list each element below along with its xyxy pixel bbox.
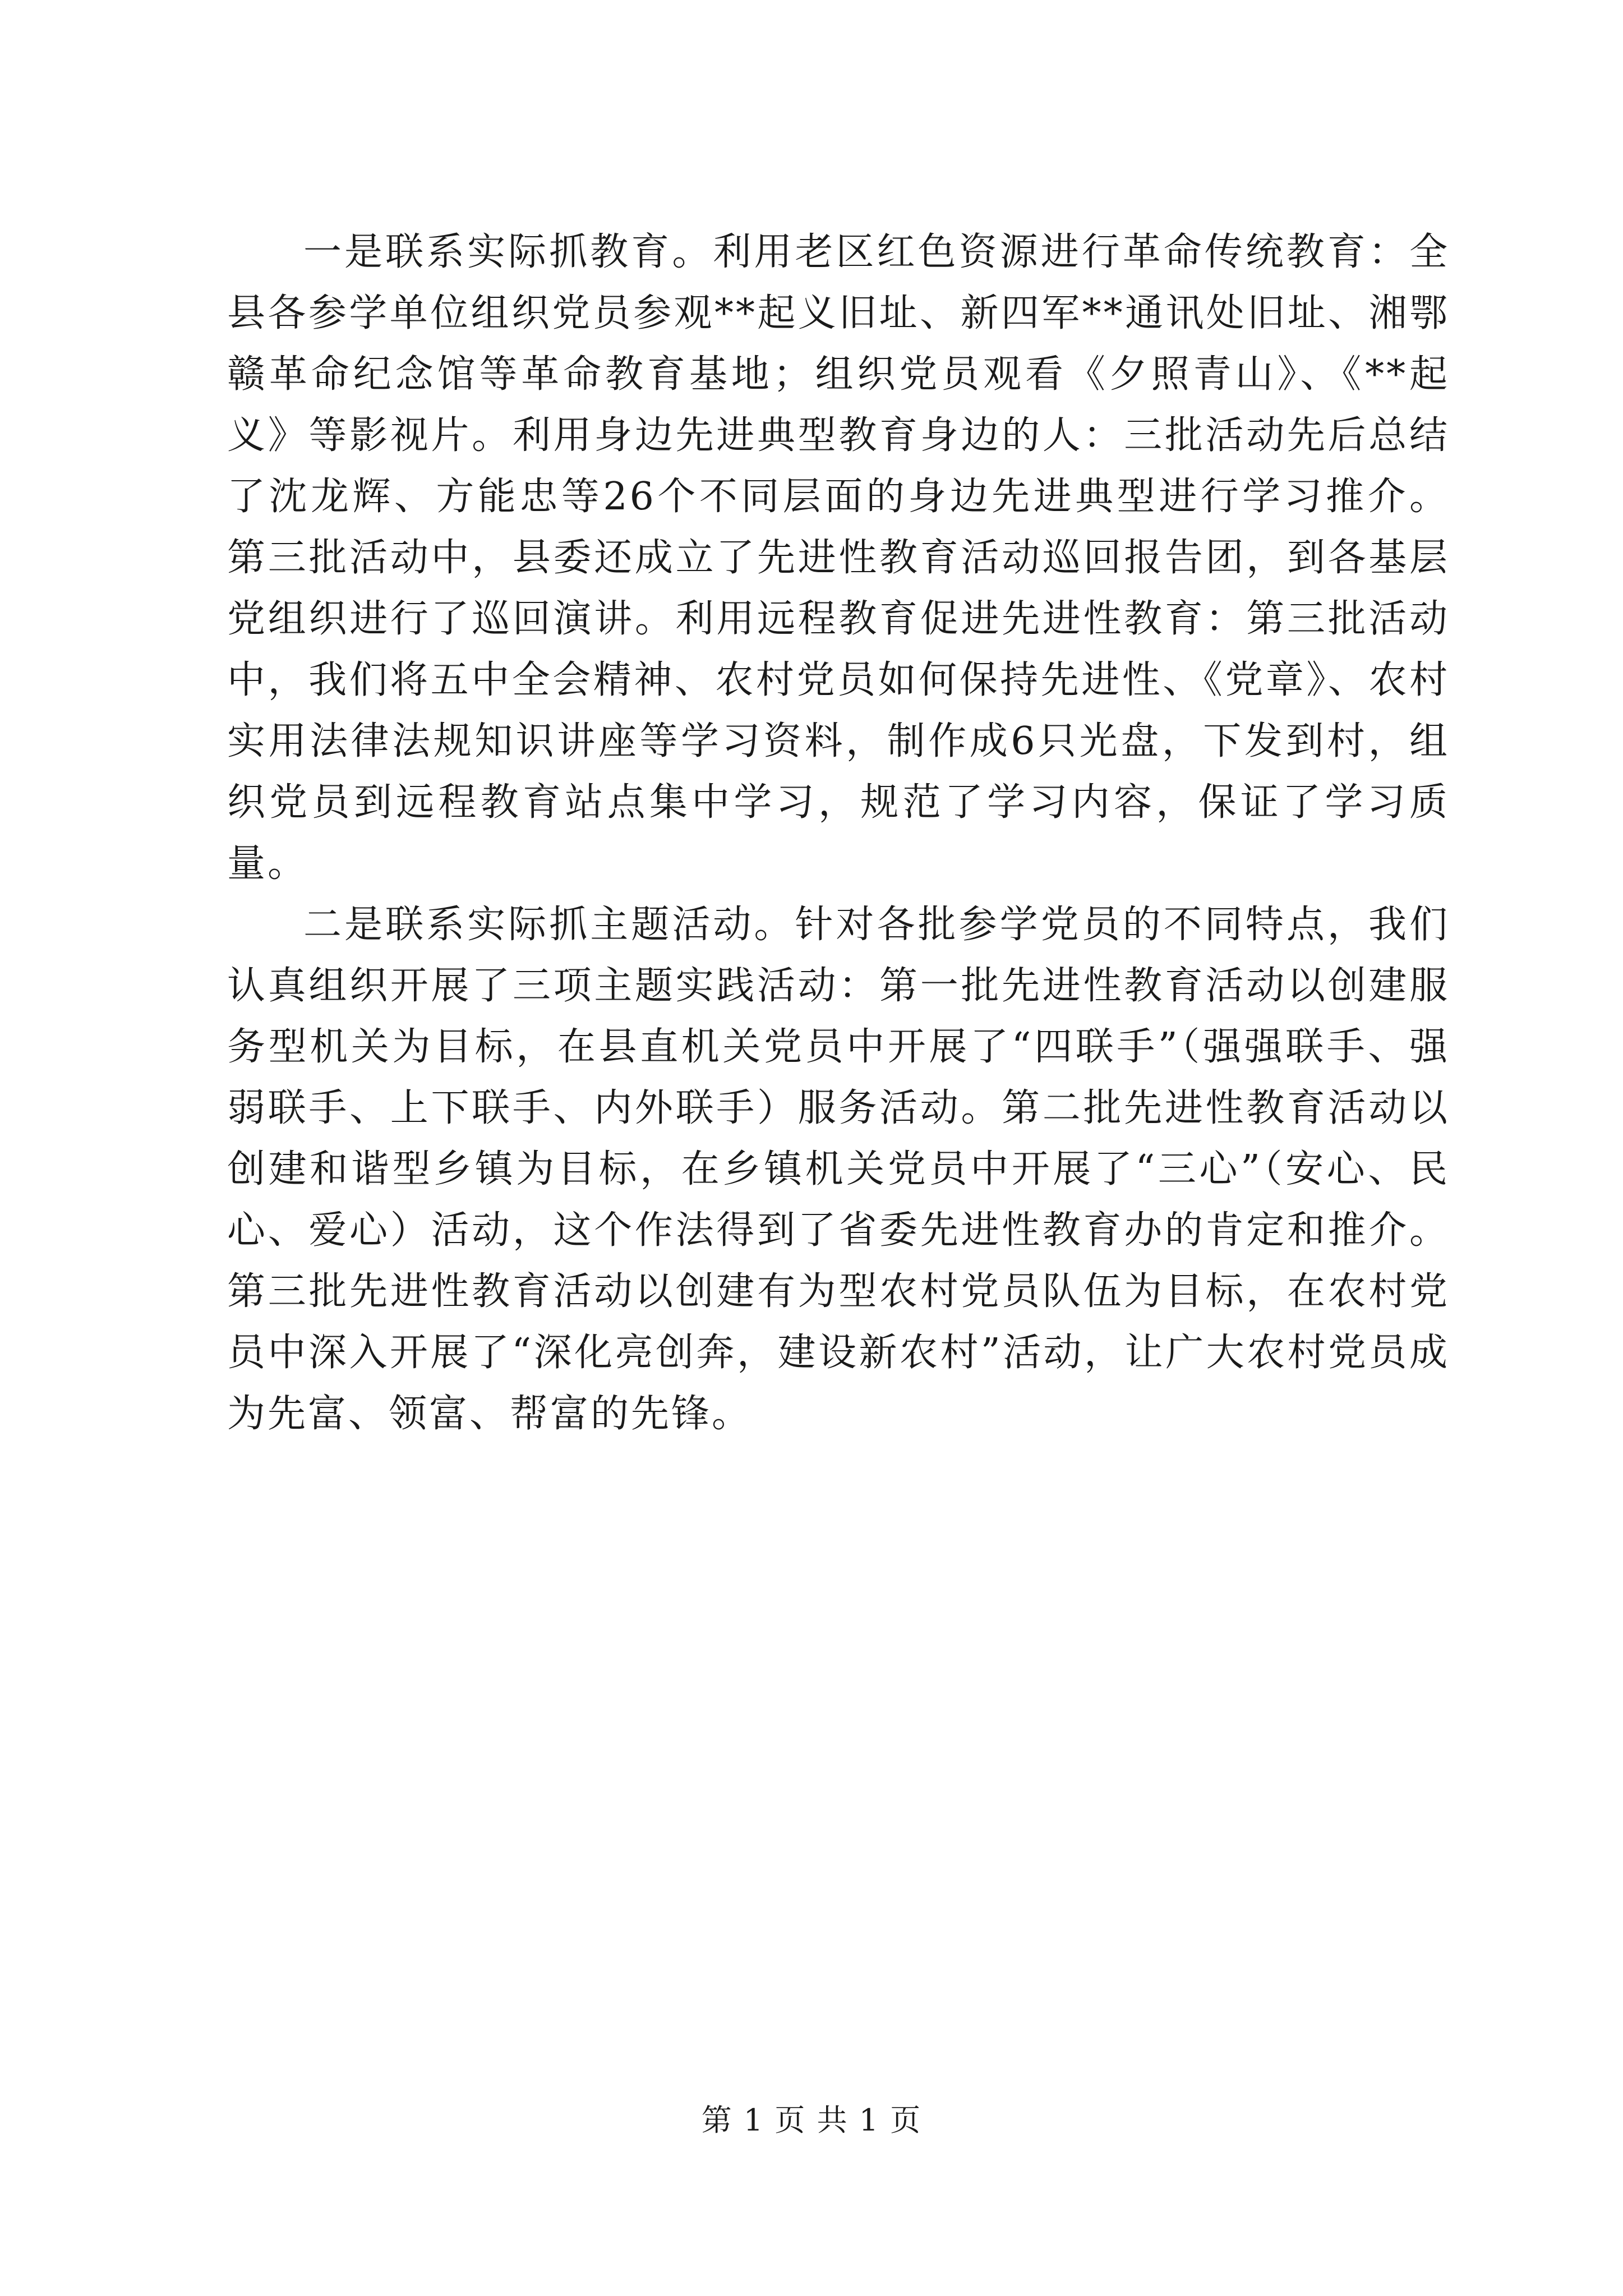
paragraph-education: 一是联系实际抓教育。利用老区红色资源进行革命传统教育：全县各参学单位组织党员参观**起义旧址、新四军**通讯处旧址、湘鄂赣革命纪念馆等革命教育基地；组织党员观看《夕照青山》、《**起义》等影视片。利用身边先进典型教育身边的人：三批活动先后总结了沈龙辉、方能忠等26个不同层面的身边先进典型进行学习推介。第三批活动中，县委还成立了先进性教育活动巡回报告团，到各基层党组织进行了巡回演讲。利用远程教育促进先进性教育：第三批活动中，我们将五中全会精神、农村党员如何保持先进性、《党章》、农村实用法律法规知识讲座等学习资料，制作成6只光盘，下发到村，组织党员到远程教育站点集中学习，规范了学习内容，保证了学习质量。	[227, 230, 1450, 886]
page-footer: 第 1 页 共 1 页	[701, 2102, 922, 2138]
paragraph-theme-activities: 二是联系实际抓主题活动。针对各批参学党员的不同特点，我们认真组织开展了三项主题实践活动：第一批先进性教育活动以创建服务型机关为目标，在县直机关党员中开展了“四联手”（强强联手、强弱联手、上下联手、内外联手）服务活动。第二批先进性教育活动以创建和谐型乡镇为目标，在乡镇机关党员中开展了“三心”（安心、民心、爱心）活动，这个作法得到了省委先进性教育办的肯定和推介。第三批先进性教育活动以创建有为型农村党员队伍为目标，在农村党员中深入开展了“深化亮创奔，建设新农村”活动，让广大农村党员成为先富、领富、帮富的先锋。	[227, 903, 1450, 1436]
document-body	[227, 222, 1450, 1444]
